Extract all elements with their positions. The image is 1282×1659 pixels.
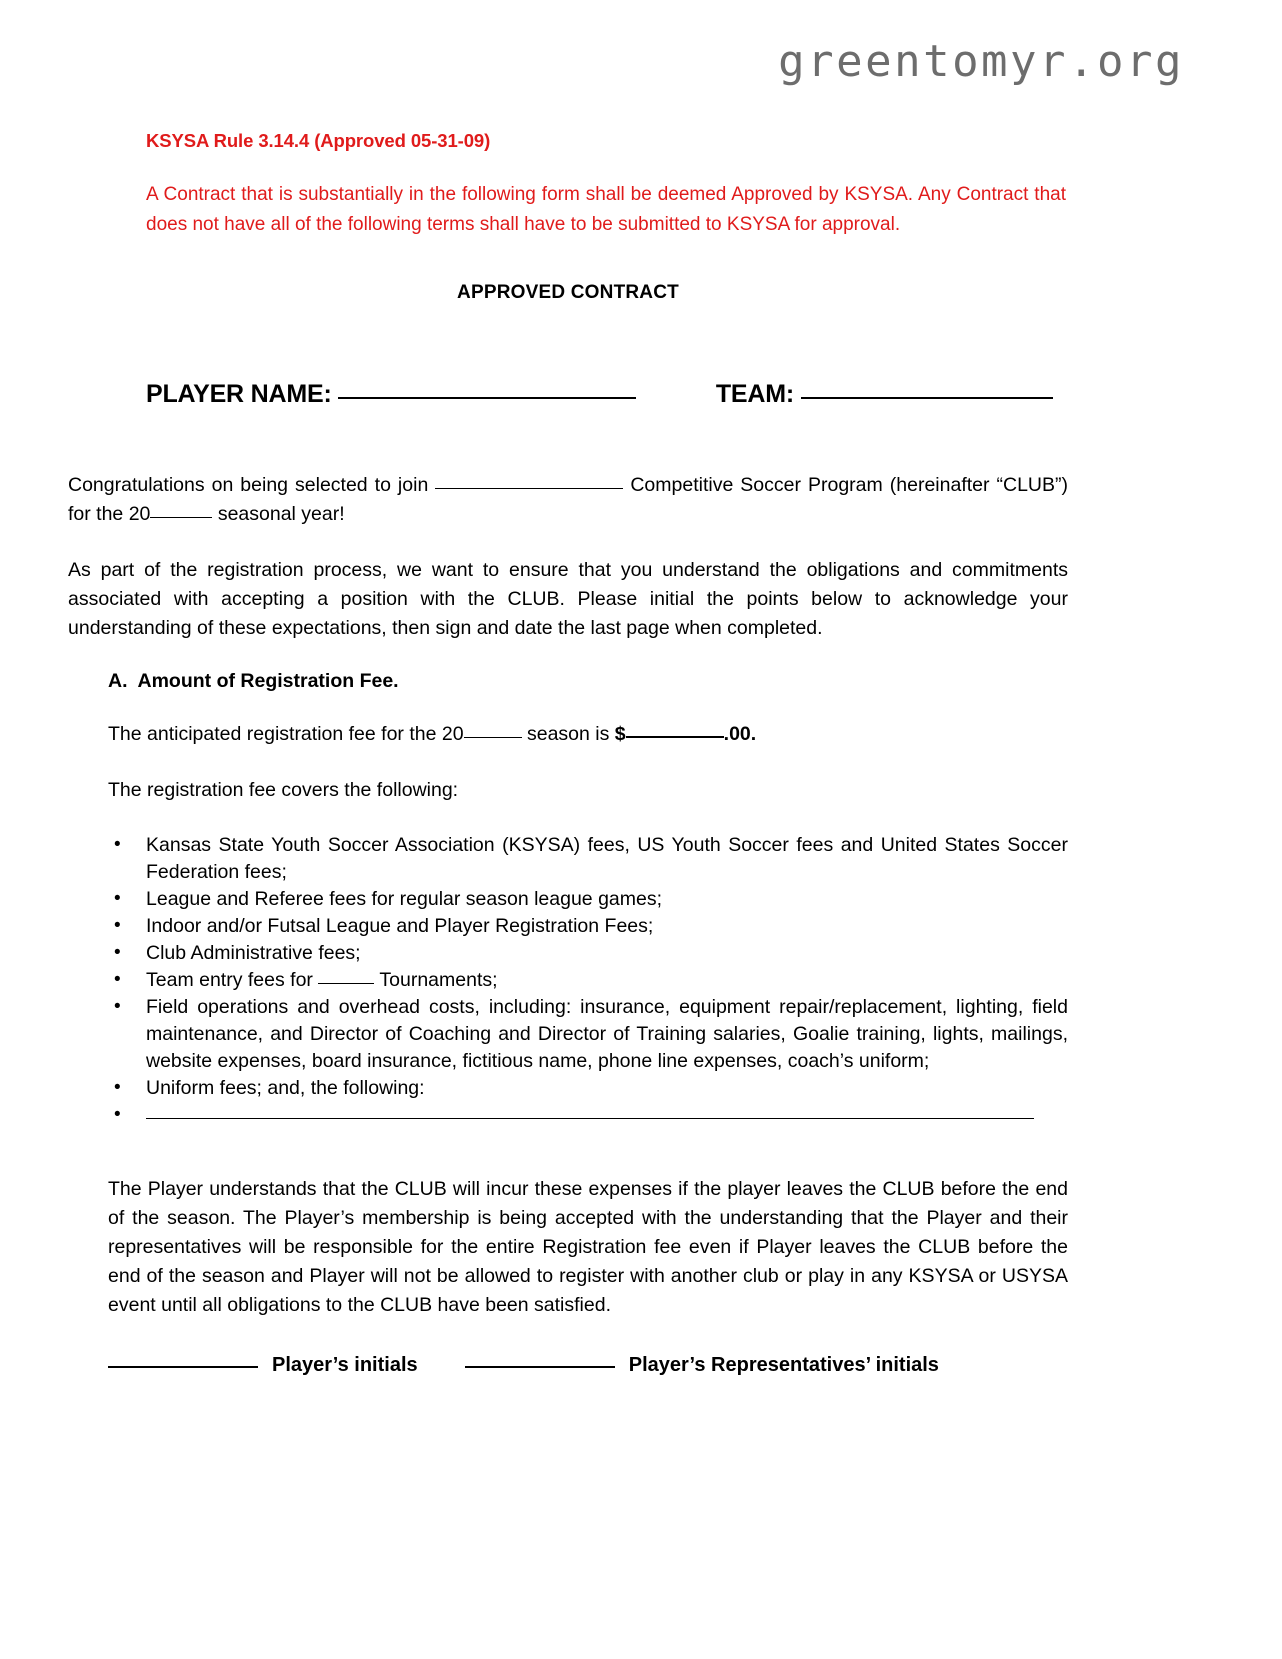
club-name-input[interactable]	[435, 488, 623, 489]
list-item	[108, 886, 1068, 913]
section-a-heading	[108, 670, 1068, 693]
initials-row	[108, 1354, 1068, 1377]
fee-text-2: season is	[526, 723, 610, 745]
list-item	[108, 1075, 1068, 1102]
fee-season-year-input[interactable]	[464, 737, 522, 738]
page-title: APPROVED CONTRACT	[457, 282, 679, 303]
list-item	[108, 913, 1068, 940]
section-a	[108, 670, 1068, 1377]
ksysa-rule-title: KSYSA Rule 3.14.4 (Approved 05-31-09)	[146, 130, 491, 151]
watermark-greentomyr: greentomyr.org	[778, 36, 1184, 87]
greeting-text-3: seasonal year!	[217, 503, 345, 525]
additional-coverage-input[interactable]	[146, 1118, 1034, 1119]
bullet-text: Club Administrative fees;	[146, 942, 361, 964]
bullet-text: Uniform fees; and, the following:	[146, 1077, 425, 1099]
player-name-label: PLAYER NAME:	[146, 380, 332, 408]
bullet-text-after: Tournaments;	[379, 969, 498, 991]
seasonal-year-input[interactable]	[150, 517, 212, 518]
tournaments-count-input[interactable]	[318, 983, 374, 984]
fee-text-1: The anticipated registration fee for the 20	[108, 723, 464, 745]
bullet-text-before: Team entry fees for	[146, 969, 313, 991]
fee-amount-input[interactable]	[626, 736, 724, 738]
player-team-field-row	[146, 380, 1068, 409]
greeting-text-1: Congratulations on being selected to join	[68, 474, 429, 496]
section-a-title: Amount of Registration Fee.	[137, 670, 399, 692]
list-item-tournaments	[108, 967, 1068, 994]
list-item-write-in	[108, 1102, 1068, 1129]
bullet-text: League and Referee fees for regular season league games;	[146, 888, 663, 910]
list-item	[108, 994, 1068, 1075]
bullet-text: Indoor and/or Futsal League and Player Registration Fees;	[146, 915, 654, 937]
player-initials-input[interactable]	[108, 1366, 258, 1368]
representatives-initials-input[interactable]	[465, 1366, 615, 1368]
player-understanding-paragraph: The Player understands that the CLUB will incur these expenses if the player leaves the CLUB before the end of the season. The Player’s membership is being accepted with the understanding that the Player and their representatives will be responsible for the entire Registration fee even if Player leaves the CLUB before the end of the season and Player will not be allowed to register with another club or play in any KSYSA or USYSA event until all obligations to the CLUB have been satisfied.	[108, 1178, 1068, 1316]
list-item	[108, 940, 1068, 967]
list-item	[108, 832, 1068, 886]
player-name-input[interactable]	[338, 397, 636, 399]
greeting-text-2: Competitive Soccer Program (hereinafter “CLUB”) for the 20	[68, 474, 1069, 525]
registration-process-paragraph: As part of the registration process, we want to ensure that you understand the obligations and commitments associated with accepting a position with the CLUB. Please initial the points below to acknowledge your understanding of these expectations, then sign and date the last page when completed.	[68, 559, 1068, 639]
fee-covers-intro: The registration fee covers the following:	[108, 779, 459, 801]
player-initials-label: Player’s initials	[272, 1354, 418, 1376]
team-label: TEAM:	[715, 380, 794, 408]
ksysa-rule-body: A Contract that is substantially in the following form shall be deemed Approved by KSYSA. Any Contract that does not have all of the following terms shall have to be submitted to KSYSA for approval.	[146, 184, 1066, 235]
bullet-text: Field operations and overhead costs, including: insurance, equipment repair/replacement, lighting, field maintenance, and Director of Coaching and Director of Training salaries, Goalie training, lights, mailings, website expenses, board insurance, fictitious name, phone line expenses, coach’s uniform;	[146, 996, 1068, 1072]
document-content	[68, 130, 1068, 1377]
fee-cents: .00.	[723, 723, 757, 745]
bullet-text: Kansas State Youth Soccer Association (KSYSA) fees, US Youth Soccer fees and United States Soccer Federation fees;	[146, 834, 1068, 883]
team-input[interactable]	[801, 397, 1053, 399]
section-a-letter: A.	[108, 670, 128, 692]
fee-currency-symbol: $	[614, 723, 626, 745]
anticipated-fee-line	[108, 720, 1068, 749]
representatives-initials-label: Player’s Representatives’ initials	[628, 1354, 939, 1376]
greeting-paragraph	[68, 471, 1068, 529]
fee-coverage-list	[108, 832, 1068, 1129]
